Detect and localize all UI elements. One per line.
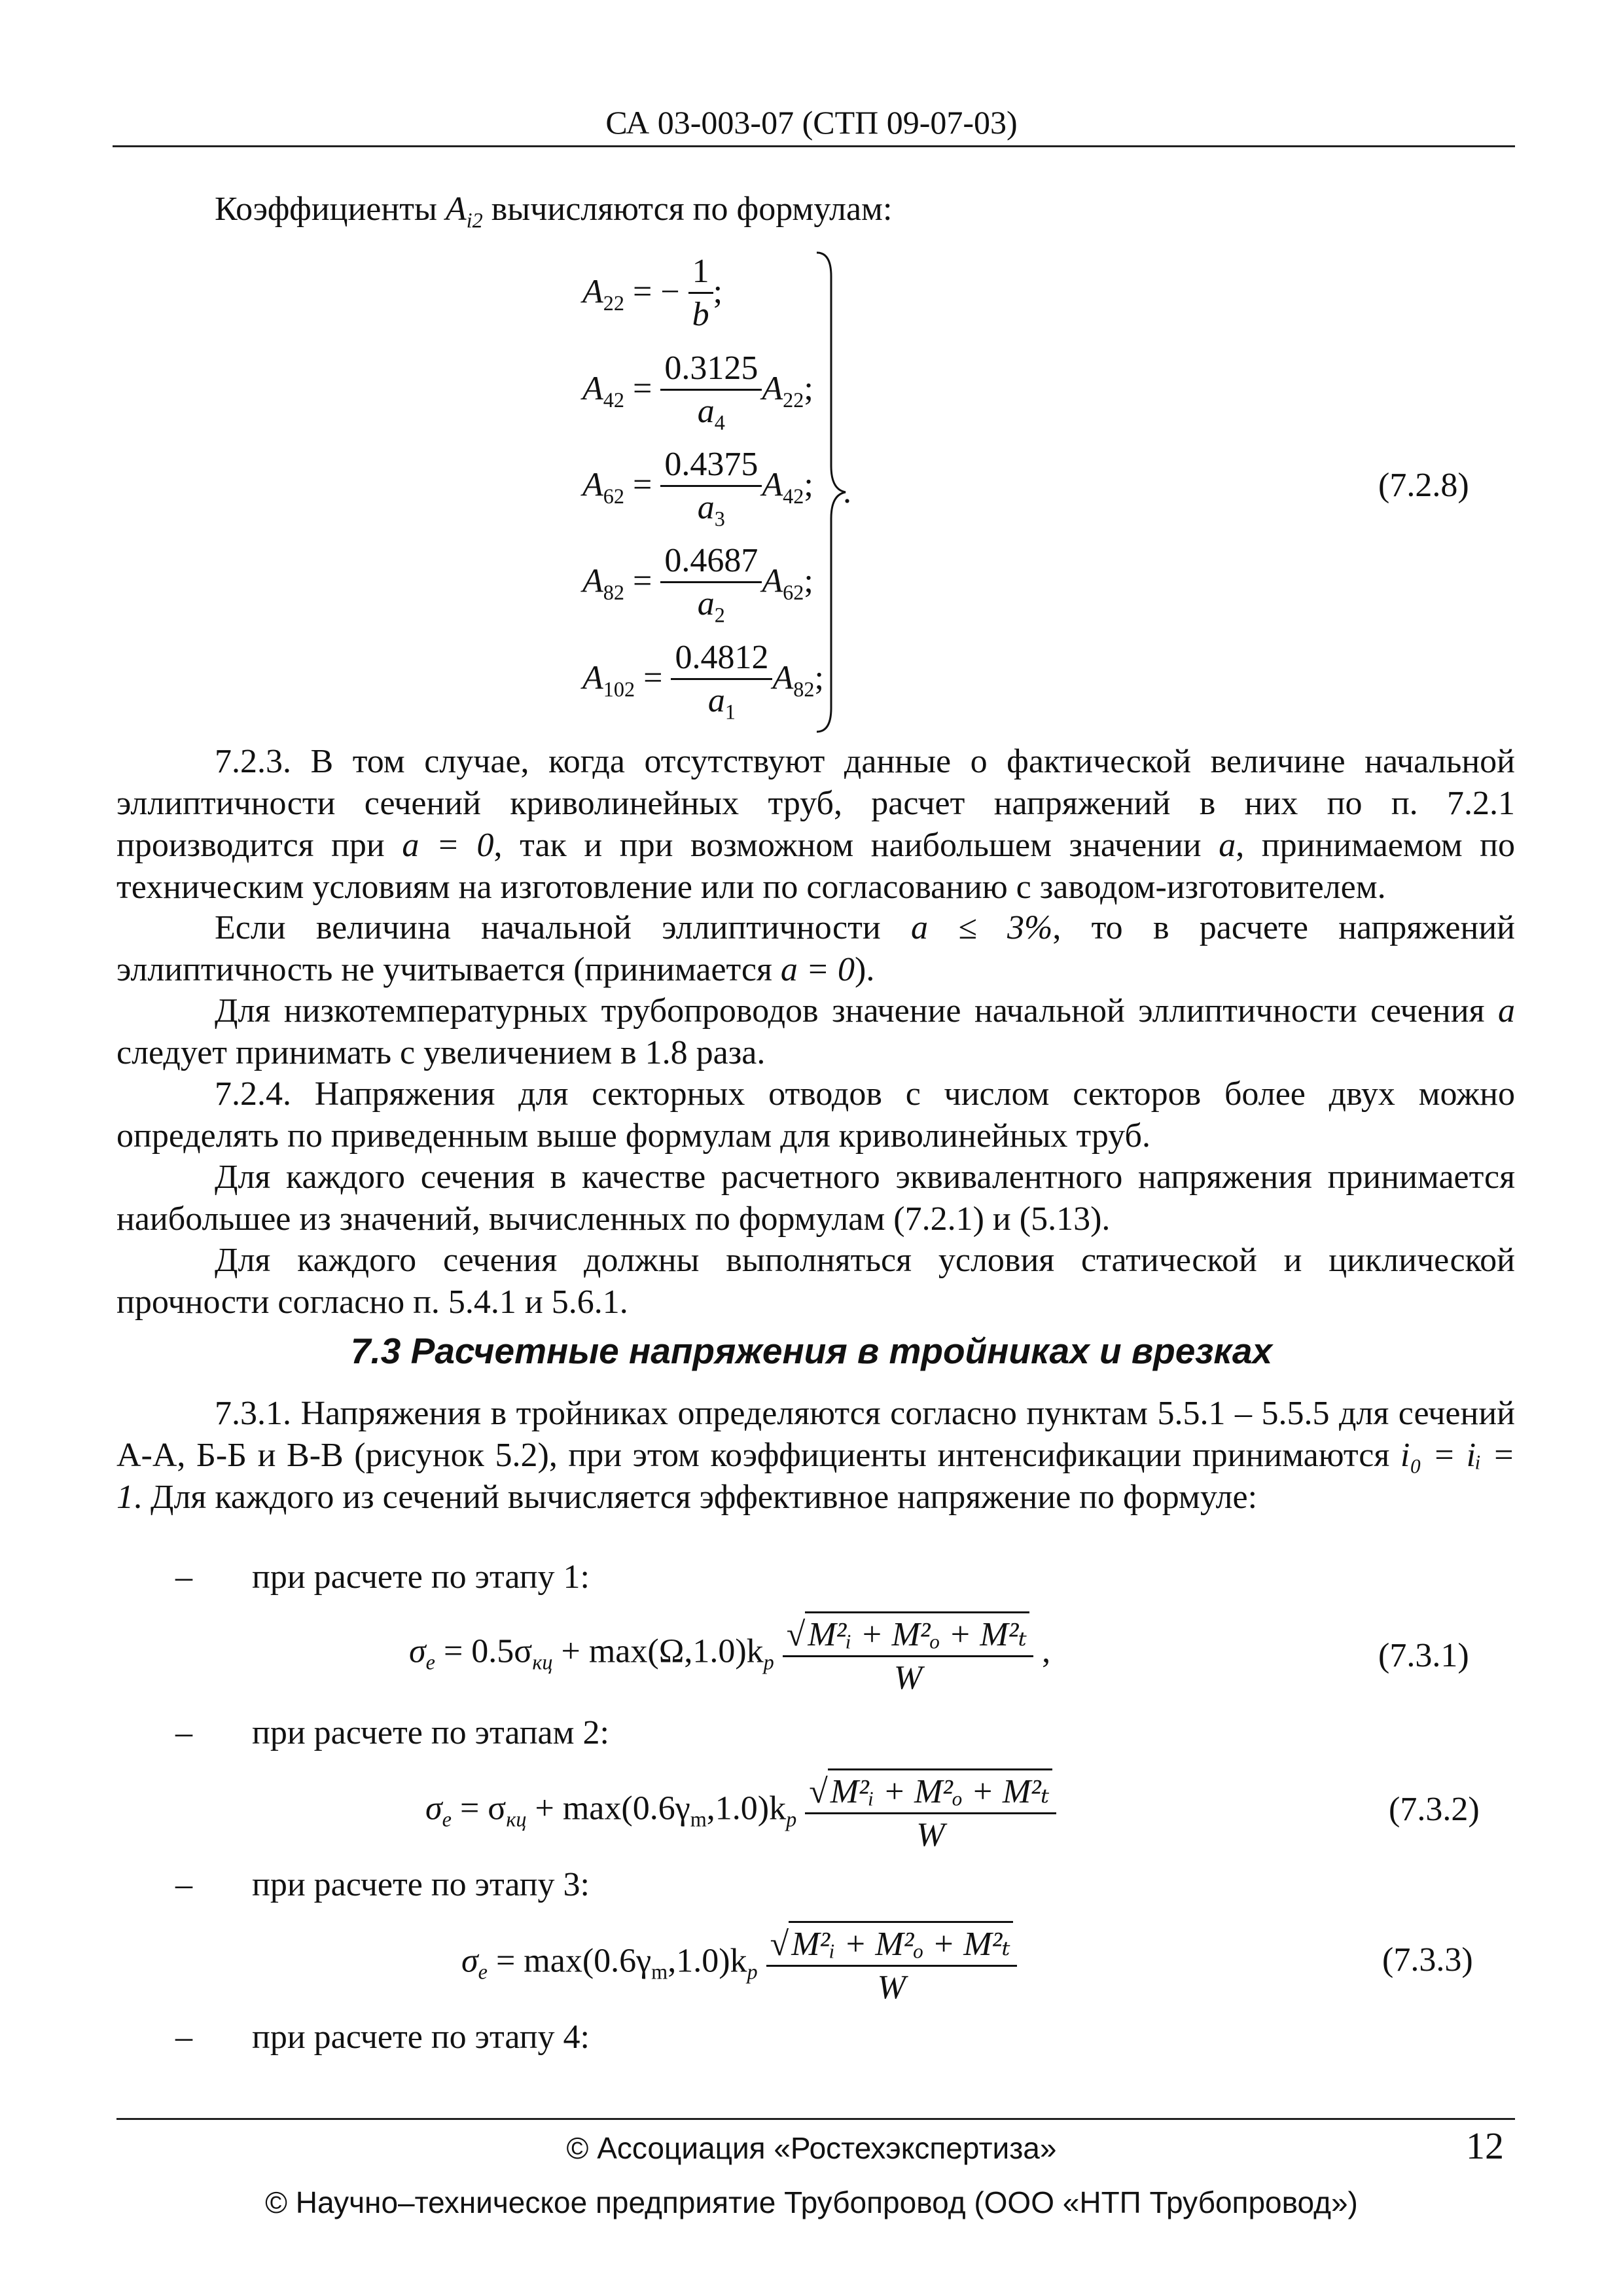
intro-text: Коэффициенты [215, 190, 446, 228]
intro-line [116, 188, 1515, 241]
section-heading-7-3: 7.3 Расчетные напряжения в тройниках и врезках [350, 1331, 1273, 1371]
stage-2-label: при расчете по этапам 2: [252, 1714, 609, 1751]
intro-symbol: $A_{i2}$ [445, 190, 483, 232]
header-rule [113, 145, 1515, 147]
stage-3-label: при расчете по этапу 3: [252, 1866, 590, 1903]
math-a: a [1219, 827, 1236, 864]
eq-number-7-3-3: (7.3.3) [1382, 1941, 1473, 1979]
paragraph-7-2-4: 7.2.4. Напряжения для секторных отводов с числом секторов более двух можно определять по приведенным выше формулам для криволинейных труб. [116, 1075, 1515, 1155]
system-row: $A_{62}$ = $\frac{0.4375}{a_3}$ $A_{42}$; [582, 446, 813, 531]
math-a-eq-0: a = 0 [402, 827, 494, 864]
list-dash-4: – [175, 2018, 192, 2056]
paragraph-each-section-2: Для каждого сечения должны выполняться условия статической и циклической прочности согласно п. 5.4.1 и 5.6.1. [116, 1242, 1515, 1321]
paragraph-7-2-3: 7.2.3. В том случае, когда отсутствуют данные о фактической величине начальной эллиптичности сечений криволинейных труб, расчет напряжений в них по п. 7.2.1 производится при a = 0, так и при возможном наибольшем значении a, принимаемом по техническим условиям на изготовление или по согласованию с заводом-изготовителем. [116, 743, 1515, 906]
list-dash-1: – [175, 1558, 192, 1596]
list-dash-2: – [175, 1714, 192, 1751]
stage-1-label: при расчете по этапу 1: [252, 1558, 590, 1596]
paragraph-ellipticity: Если величина начальной эллиптичности a ≤ 3%, то в расчете напряжений эллиптичность не учитывается (принимается a = 0). [116, 909, 1515, 988]
running-header: СА 03-003-07 (СТП 09-07-03) [605, 104, 1018, 141]
math-a-le-3: a ≤ 3% [910, 909, 1053, 946]
list-dash-3: – [175, 1866, 192, 1903]
system-row: $A_{22}$ = − $\frac{1}{b}$ ; [582, 253, 723, 333]
equation-7-3-1: $\sigma_e = 0.5\sigma_{кц} + \max(\Omega,1.0)k_p$ $\frac{\text{√M²ᵢ + M²ₒ + M²ₜ}}{W}$ , [409, 1611, 1050, 1697]
eq-number-7-2-8: (7.2.8) [1378, 467, 1469, 504]
footer-association: © Ассоциация «Ростехэкспертиза» [566, 2131, 1057, 2165]
eq-number-7-3-2: (7.3.2) [1389, 1791, 1480, 1828]
stage-4-label: при расчете по этапу 4: [252, 2018, 590, 2056]
math-a-c: a [1498, 992, 1515, 1030]
system-row: $A_{82}$ = $\frac{0.4687}{a_2}$ $A_{62}$; [582, 542, 813, 627]
paragraph-each-section-1: Для каждого сечения в качестве расчетного эквивалентного напряжения принимается наибольшее из значений, вычисленных по формулам (7.2.1) и (5.13). [116, 1158, 1515, 1238]
system-row: $A_{102}$ = $\frac{0.4812}{a_1}$ $A_{82}$; [582, 639, 824, 724]
page-number: 12 [1466, 2125, 1504, 2167]
footer-company: © Научно–техническое предприятие Трубопровод (ООО «НТП Трубопровод») [265, 2185, 1358, 2219]
brace-period: . [843, 473, 851, 511]
eq-number-7-3-1: (7.3.1) [1378, 1637, 1469, 1674]
system-row: $A_{42}$ = $\frac{0.3125}{a_4}$ $A_{22}$; [582, 350, 813, 435]
footer-rule [116, 2118, 1515, 2120]
paragraph-low-temp: Для низкотемпературных трубопроводов значение начальной эллиптичности сечения a следует принимать с увеличением в 1.8 раза. [116, 992, 1515, 1071]
paragraph-7-3-1: 7.3.1. Напряжения в тройниках определяются согласно пунктам 5.5.1 – 5.5.5 для сечений А-А, Б-Б и В-В (рисунок 5.2), при этом коэффициенты интенсификации принимаются i₀ = iᵢ = 1. Для каждого из сечений вычисляется эффективное напряжение по формуле: [116, 1395, 1515, 1516]
equation-7-3-2: $\sigma_e = \sigma_{кц} + \max(0.6\gamma_m,1.0)k_p$ $\frac{\text{√M²ᵢ + M²ₒ + M²ₜ}}{W}$ [425, 1768, 1056, 1854]
intro-text-after: вычисляются по формулам: [482, 190, 893, 228]
math-i0-ii: i₀ = iᵢ = 1 [116, 1437, 1515, 1516]
equation-7-3-3: $\sigma_e = \max(0.6\gamma_m,1.0)k_p$ $\frac{\text{√M²ᵢ + M²ₒ + M²ₜ}}{W}$ [461, 1921, 1017, 2007]
math-a-eq-0-b: a = 0 [780, 951, 855, 988]
